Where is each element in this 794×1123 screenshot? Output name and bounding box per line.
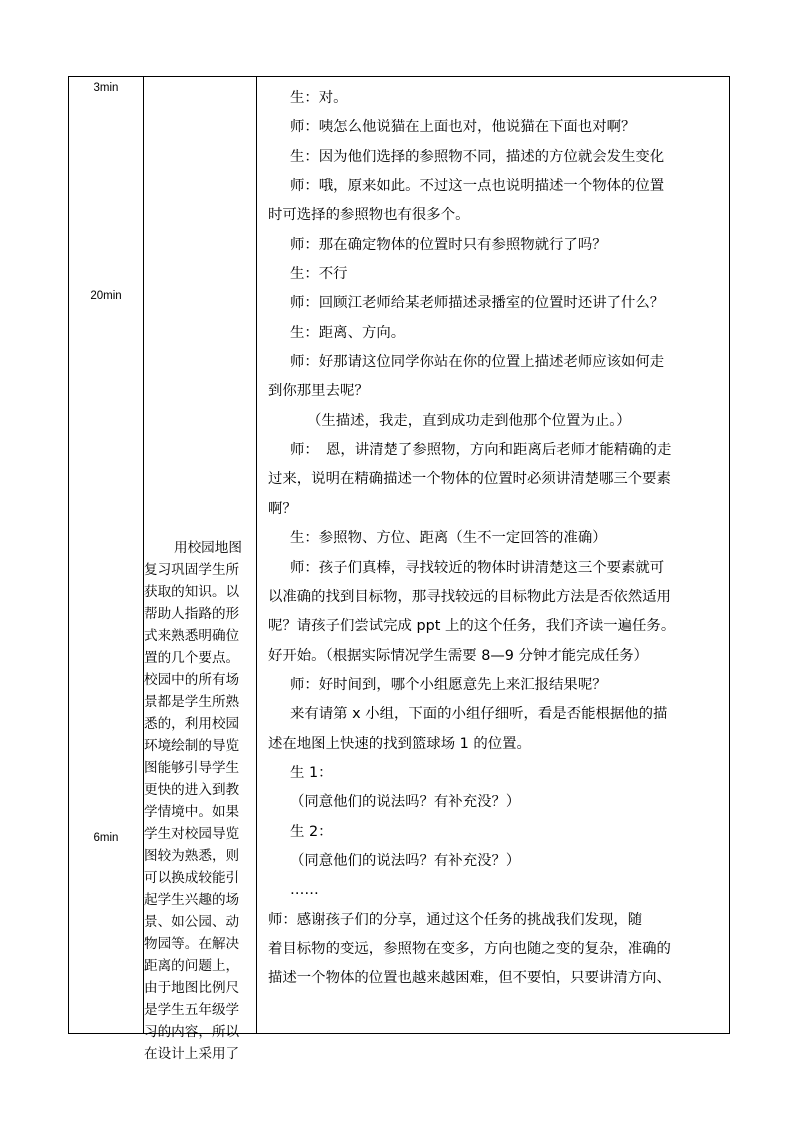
dialogue-line: （同意他们的说法吗？有补充没？）	[290, 852, 521, 869]
note-line: 获取的知识。以	[144, 584, 240, 600]
teaching-dialogue	[257, 77, 731, 994]
note-line: 景都是学生所熟	[144, 694, 240, 710]
lesson-plan-table	[68, 76, 730, 1062]
note-line: 悉的，利用校园	[144, 716, 240, 732]
note-line: 学情境中。如果	[144, 804, 240, 820]
note-line: 图较为熟悉，则	[144, 848, 240, 864]
note-line: 物园等。在解决	[144, 936, 240, 952]
dialogue-line: 时可选择的参照物也有很多个。	[268, 207, 470, 224]
dialogue-line: 来有请第 x 小组，下面的小组仔细听，看是否能根据他的描	[290, 706, 668, 723]
dialogue-line: （生描述，我走，直到成功走到他那个位置为止。）	[307, 412, 631, 429]
note-line: 可以换成较能引	[144, 870, 240, 886]
note-line: 习的内容，所以	[144, 1024, 240, 1040]
dialogue-line: 师：回顾江老师给某老师描述录播室的位置时还讲了什么？	[290, 295, 665, 312]
dialogue-line: 生：因为他们选择的参照物不同，描述的方位就会发生变化	[290, 148, 665, 165]
time-label: 3min	[93, 82, 119, 94]
time-label: 6min	[93, 832, 119, 844]
note-line: 学生对校园导览	[144, 826, 240, 842]
note-line: 起学生兴趣的场	[144, 892, 240, 908]
dialogue-line: 着目标物的变远，参照物在变多，方向也随之变的复杂，准确的	[268, 940, 671, 957]
dialogue-line: 师：哦，原来如此。不过这一点也说明描述一个物体的位置	[290, 178, 665, 195]
dialogue-line: 啊？	[268, 500, 297, 517]
dialogue-line: 师：感谢孩子们的分享，通过这个任务的挑战我们发现，随	[268, 911, 643, 928]
dialogue-line: 生：参照物、方位、距离（生不一定回答的准确）	[290, 530, 607, 547]
dialogue-line: 师：好时间到，哪个小组愿意先上来汇报结果呢？	[290, 676, 607, 693]
dialogue-line: 以准确的找到目标物，那寻找较远的目标物此方法是否依然适用	[268, 588, 671, 605]
dialogue-line: 生：距离、方向。	[290, 324, 406, 341]
dialogue-line: 生 2：	[290, 823, 333, 840]
note-line: 距离的问题上，	[144, 958, 240, 974]
note-line: 校园中的所有场	[144, 672, 240, 688]
note-line: 更快的进入到教	[144, 782, 240, 798]
note-line: 是学生五年级学	[144, 1002, 240, 1018]
dialogue-line: 师：好那请这位同学你站在你的位置上描述老师应该如何走	[290, 354, 665, 371]
dialogue-line: 呢？请孩子们尝试完成 ppt 上的这个任务，我们齐读一遍任务。	[268, 618, 676, 635]
dialogue-line: 描述一个物体的位置也越来越困难，但不要怕，只要讲清方向、	[268, 970, 671, 987]
design-intent-note	[144, 537, 256, 1065]
dialogue-line: 师：那在确定物体的位置时只有参照物就行了吗？	[290, 236, 607, 253]
dialogue-line: 生：不行	[290, 266, 348, 283]
note-line: 景、如公园、动	[144, 914, 240, 930]
note-line: 图能够引导学生	[144, 760, 240, 776]
dialogue-line: （同意他们的说法吗？有补充没？）	[290, 794, 521, 811]
note-line: 环境绘制的导览	[144, 738, 240, 754]
note-line: 帮助人指路的形	[144, 606, 240, 622]
dialogue-line: 过来，说明在精确描述一个物体的位置时必须讲清楚哪三个要素	[268, 471, 671, 488]
dialogue-line: 生：对。	[290, 90, 348, 106]
dialogue-line: 到你那里去呢？	[268, 383, 369, 400]
dialogue-line: 师：孩子们真棒，寻找较近的物体时讲清楚这三个要素就可	[290, 559, 665, 576]
note-line: 置的几个要点。	[144, 650, 240, 666]
note-line: 复习巩固学生所	[144, 562, 240, 578]
note-line: 由于地图比例尺	[144, 980, 240, 996]
note-line: 式来熟悉明确位	[144, 628, 240, 644]
dialogue-line: 述在地图上快速的找到篮球场 1 的位置。	[268, 735, 531, 752]
note-line: 用校园地图	[174, 540, 242, 556]
dialogue-line: 师：咦怎么他说猫在上面也对，他说猫在下面也对啊？	[290, 119, 636, 136]
dialogue-line: ……	[290, 882, 319, 899]
dialogue-line: 师： 恩，讲清楚了参照物，方向和距离后老师才能精确的走	[290, 442, 672, 459]
dialogue-line: 好开始。（根据实际情况学生需要 8—9 分钟才能完成任务）	[268, 647, 649, 664]
time-label: 20min	[90, 290, 122, 302]
note-line: 在设计上采用了	[144, 1046, 240, 1062]
dialogue-line: 生 1：	[290, 764, 333, 781]
